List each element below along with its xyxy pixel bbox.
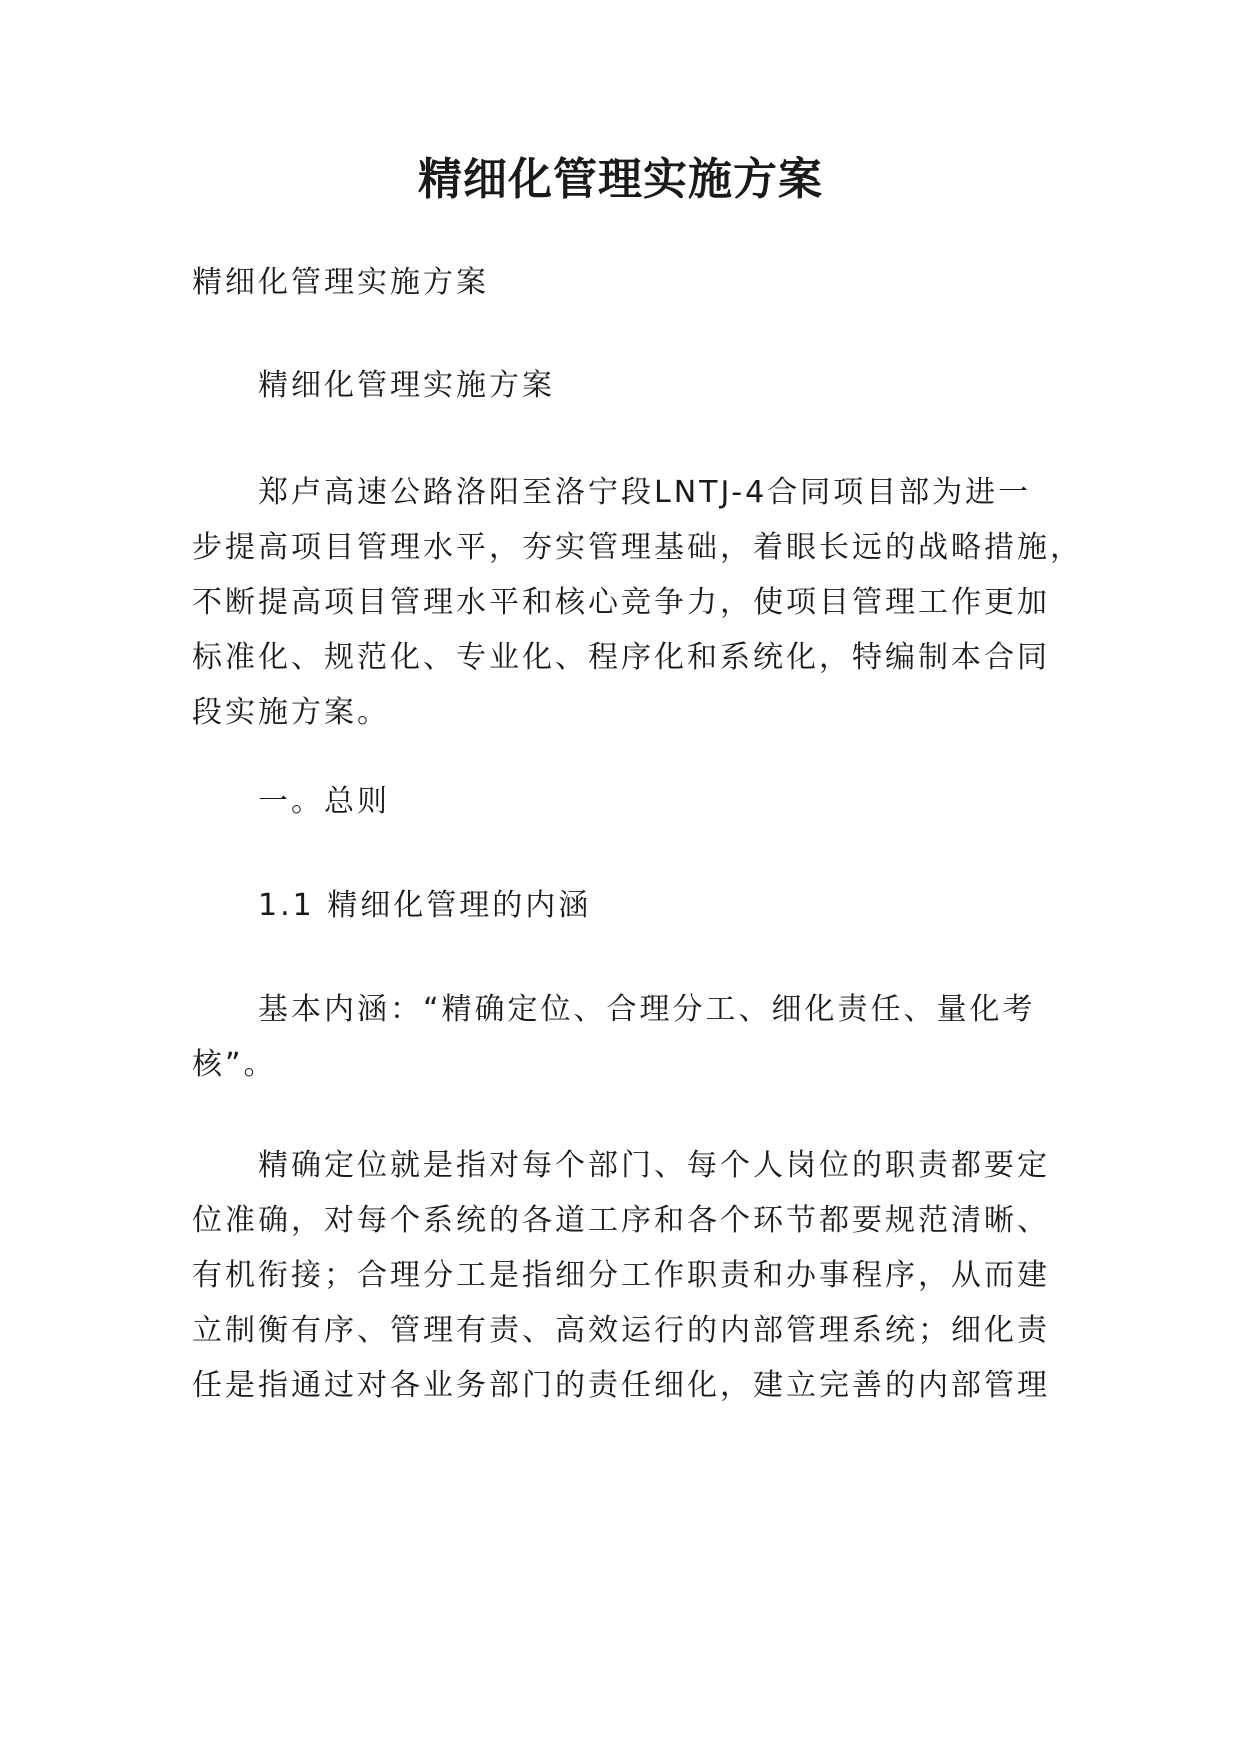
intro-line: 郑卢高速公路洛阳至洛宁段LNTJ-4合同项目部为进一 [258, 475, 1032, 510]
detail-paragraph [192, 1138, 1062, 1413]
intro-line: 不断提高项目管理水平和核心竞争力，使项目管理工作更加 [192, 585, 1050, 620]
detail-line: 任是指通过对各业务部门的责任细化，建立完善的内部管理 [192, 1368, 1050, 1403]
intro-line: 标准化、规范化、专业化、程序化和系统化，特编制本合同 [192, 640, 1050, 675]
document-title: 精细化管理实施方案 [418, 154, 823, 205]
detail-line: 精确定位就是指对每个部门、每个人岗位的职责都要定 [258, 1148, 1050, 1183]
heading-1-1: 1.1 精细化管理的内涵 [258, 888, 592, 923]
detail-line: 立制衡有序、管理有责、高效运行的内部管理系统；细化责 [192, 1313, 1050, 1348]
basic-line: 核”。 [192, 1047, 277, 1082]
detail-line: 位准确，对每个系统的各道工序和各个环节都要规范清晰、 [192, 1203, 1050, 1238]
detail-line: 有机衔接；合理分工是指细分工作职责和办事程序，从而建 [192, 1258, 1050, 1293]
basic-line: 基本内涵：“精确定位、合理分工、细化责任、量化考 [258, 992, 1036, 1027]
section-title: 精细化管理实施方案 [258, 368, 555, 403]
heading-general: 一。总则 [258, 784, 390, 819]
document-subtitle: 精细化管理实施方案 [192, 265, 489, 300]
intro-line: 步提高项目管理水平，夯实管理基础，着眼长远的战略措施， [192, 530, 1083, 565]
intro-line: 段实施方案。 [192, 695, 390, 730]
basic-paragraph [192, 982, 1062, 1092]
intro-paragraph [192, 465, 1083, 740]
